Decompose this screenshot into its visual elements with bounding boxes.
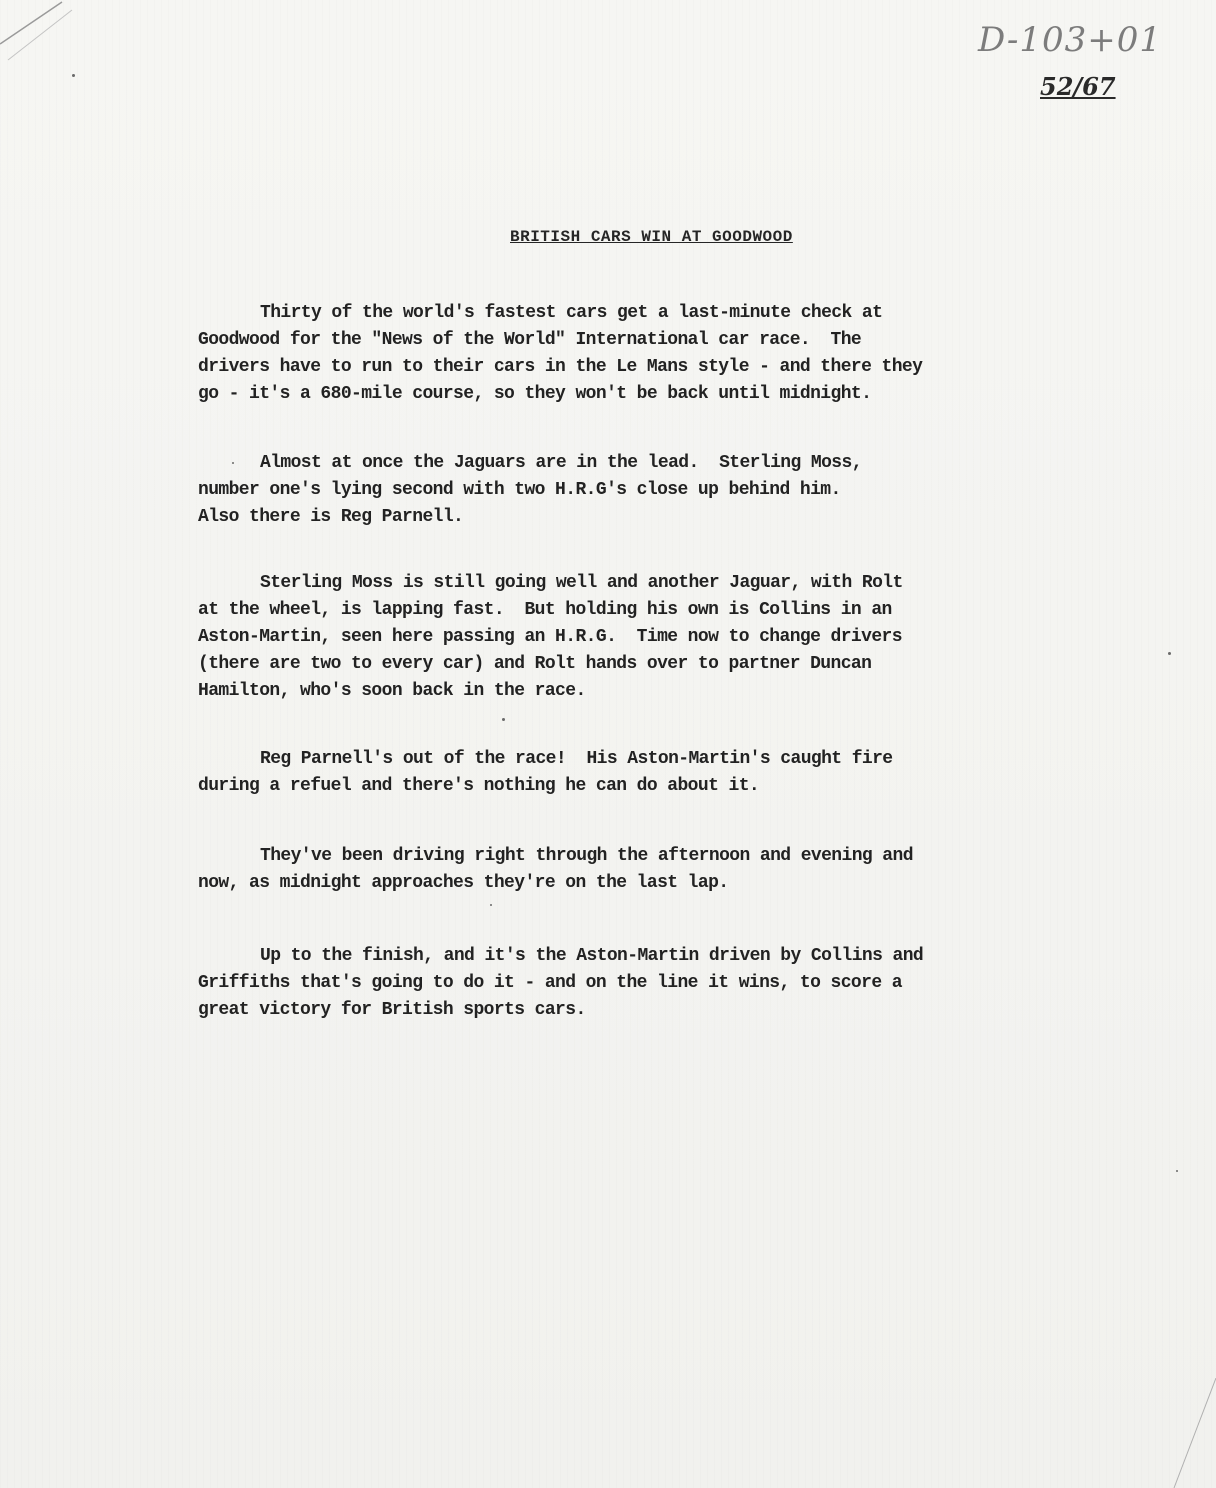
paragraph-3 <box>198 570 1098 705</box>
paragraph-line: (there are two to every car) and Rolt hands over to partner Duncan <box>198 654 872 674</box>
paragraph-line: Also there is Reg Parnell. <box>198 507 464 527</box>
paragraph-line: drivers have to run to their cars in the Le Mans style - and there they <box>198 357 923 377</box>
paragraph-line: Sterling Moss is still going well and another Jaguar, with Rolt <box>260 573 903 593</box>
paper-speck <box>1168 652 1171 655</box>
reference-number: D-103+01 <box>978 20 1163 60</box>
paper-speck <box>72 74 75 77</box>
paragraph-line: Aston-Martin, seen here passing an H.R.G. Time now to change drivers <box>198 627 902 647</box>
paragraph-line: Griffiths that's going to do it - and on the line it wins, to score a <box>198 973 902 993</box>
document-title: BRITISH CARS WIN AT GOODWOOD <box>510 228 793 246</box>
paragraph-line: They've been driving right through the afternoon and evening and <box>260 846 913 866</box>
page-number: 52/67 <box>1040 72 1116 101</box>
paragraph-line: Up to the finish, and it's the Aston-Martin driven by Collins and <box>260 946 924 966</box>
paragraph-4 <box>198 746 1098 800</box>
paper-speck <box>502 718 505 721</box>
paragraph-line: during a refuel and there's nothing he can do about it. <box>198 776 760 796</box>
edge-crease-mark <box>1156 1378 1216 1488</box>
paragraph-line: Reg Parnell's out of the race! His Aston-Martin's caught fire <box>260 749 893 769</box>
paragraph-line: Hamilton, who's soon back in the race. <box>198 681 586 701</box>
corner-fold-mark <box>0 0 80 70</box>
paper-speck <box>490 904 492 906</box>
paragraph-line: great victory for British sports cars. <box>198 1000 586 1020</box>
paragraph-line: Goodwood for the "News of the World" International car race. The <box>198 330 862 350</box>
paragraph-line: Almost at once the Jaguars are in the lead. Sterling Moss, <box>260 453 862 473</box>
paper-speck <box>1176 1170 1178 1172</box>
paragraph-2 <box>198 450 1098 531</box>
paragraph-1 <box>198 300 1098 408</box>
paragraph-6 <box>198 943 1098 1024</box>
paragraph-line: Thirty of the world's fastest cars get a last-minute check at <box>260 303 883 323</box>
paragraph-line: at the wheel, is lapping fast. But holding his own is Collins in an <box>198 600 892 620</box>
paragraph-line: now, as midnight approaches they're on the last lap. <box>198 873 729 893</box>
paper-speck <box>232 462 234 464</box>
paragraph-line: number one's lying second with two H.R.G's close up behind him. <box>198 480 841 500</box>
paragraph-5 <box>198 843 1098 897</box>
paragraph-line: go - it's a 680-mile course, so they won't be back until midnight. <box>198 384 872 404</box>
